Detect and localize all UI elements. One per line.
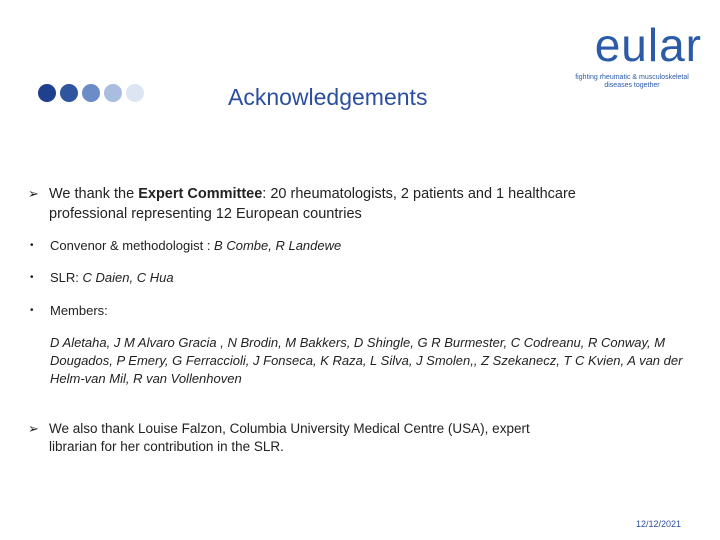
bullet-dot-icon: • (30, 272, 34, 283)
arrow-bullet-icon: ➢ (28, 421, 39, 436)
convenor-names: B Combe, R Landewe (214, 238, 342, 253)
arrow-bullet-icon: ➢ (28, 186, 39, 201)
members-list: D Aletaha, J M Alvaro Gracia , N Brodin, M Bakkers, D Shingle, G R Burmester, C Codreanu, R Conway, M Dougados, P Emery, G Ferraccioli, J Fonseca, K Raza, L Silva, J Smolen,, Z Szekanecz, T C Kvien, A van der Helm-van Mil, R van Vollenhoven (50, 335, 683, 386)
slr-names: C Daien, C Hua (82, 270, 174, 285)
committee-bold: Expert Committee (138, 186, 263, 202)
dot-5 (126, 84, 144, 102)
members-label: Members: (50, 303, 108, 318)
committee-rest: : 20 rheumatologists, 2 patients and 1 healthcare (262, 186, 576, 202)
dot-2 (60, 84, 78, 102)
page-title: Acknowledgements (228, 84, 428, 110)
logo-wordmark: eular (594, 19, 702, 71)
dot-1 (38, 84, 56, 102)
bullet-dot-icon: • (30, 305, 34, 316)
decorative-dots (38, 84, 144, 102)
dot-3 (82, 84, 100, 102)
logo-tagline-line1: fighting rheumatic & musculoskeletal (575, 74, 689, 81)
logo-tagline (562, 74, 702, 90)
eular-logo (562, 19, 702, 90)
committee-prefix: We thank the (49, 186, 139, 202)
thanks-line2: librarian for her contribution in the SLR. (49, 439, 284, 454)
logo-tagline-line2: diseases together (604, 82, 660, 89)
convenor-label: Convenor & methodologist : (50, 238, 215, 253)
librarian-thanks (28, 420, 628, 456)
dot-4 (104, 84, 122, 102)
footer-date: 12/12/2021 (636, 519, 682, 529)
committee-line2: professional representing 12 European countries (49, 206, 362, 222)
committee-statement (28, 184, 688, 224)
thanks-line1: We also thank Louise Falzon, Columbia University Medical Centre (USA), expert (49, 421, 530, 436)
bullet-dot-icon: • (30, 240, 34, 251)
slr-label: SLR: (50, 270, 83, 285)
